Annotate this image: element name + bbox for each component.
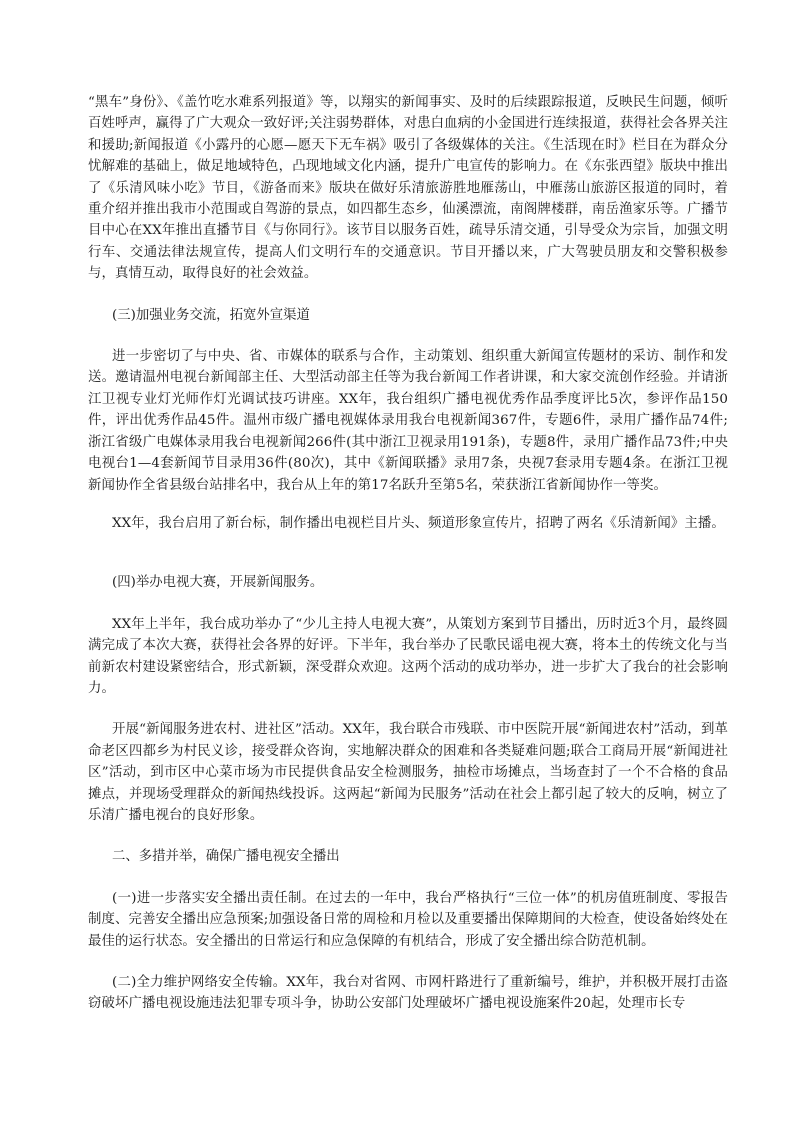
paragraph-news-service: 开展“新闻服务进农村、进社区”活动。XX年，我台联合市残联、市中医院开展“新闻进农村”活动，到革命老区四都乡为村民义诊，接受群众咨询，实地解决群众的困难和各类疑难问题;联合工商局开展“新闻进社区”活动，到市区中心菜市场为市民提供食品安全检测服务，抽检市场摊点，当场查封了一个不合格的食品摊点，并现场受理群众的新闻热线投诉。这两起“新闻为民服务”活动在社会上都引起了较大的反响，树立了乐清广播电视台的良好形象。: [88, 722, 728, 823]
document-page: [88, 92, 728, 1015]
paragraph-network-security: (二)全力维护网络安全传输。XX年，我台对省网、市网杆路进行了重新编号，维护，并积极开展打击盗窃破坏广播电视设施违法犯罪专项斗争，协助公安部门处理破坏广播电视设施案件20起，处理市长专: [88, 975, 728, 1012]
paragraph-exchange: 进一步密切了与中央、省、市媒体的联系与合作，主动策划、组织重大新闻宣传题材的采访、制作和发送。邀请温州电视台新闻部主任、大型活动部主任等为我台新闻工作者讲课，和大家交流创作经验。并请浙江卫视专业灯光师作灯光调试技巧讲座。XX年，我台组织广播电视优秀作品季度评比5次，参评作品150件，评出优秀作品45件。温州市级广播电视媒体录用我台电视新闻367件，专题6件，录用广播作品74件;浙江省级广电媒体录用我台电视新闻266件(其中浙江卫视录用191条)，专题8件，录用广播作品73件;中央电视台1—4套新闻节目录用36件(80次)，其中《新闻联播》录用7条，央视7套录用专题4条。在浙江卫视新闻协作全省县级台站排名中，我台从上年的第17名跃升至第5名，荣获浙江省新闻协作一等奖。: [88, 349, 728, 493]
paragraph-new-logo: XX年，我台启用了新台标，制作播出电视栏目片头、频道形象宣传片，招聘了两名《乐清新闻》主播。: [112, 515, 725, 531]
section-heading-exchange: (三)加强业务交流，拓宽外宣渠道: [112, 307, 310, 323]
paragraph-contest: XX年上半年，我台成功举办了“少儿主持人电视大赛”，从策划方案到节目播出，历时近3个月，最终圆满完成了本次大赛，获得社会各界的好评。下半年，我台举办了民歌民谣电视大赛，将本土的传统文化与当前新农村建设紧密结合，形式新颖，深受群众欢迎。这两个活动的成功举办，进一步扩大了我台的社会影响力。: [88, 616, 728, 696]
section-heading-contest: (四)举办电视大赛，开展新闻服务。: [112, 575, 324, 591]
section-heading-safety: 二、多措并举，确保广播电视安全播出: [112, 849, 340, 865]
paragraph-programs: “黑车”身份》、《盖竹吃水难系列报道》等，以翔实的新闻事实、及时的后续跟踪报道，反映民生问题，倾听百姓呼声，赢得了广大观众一致好评;关注弱势群体，对患白血病的小金国进行连续报道，获得社会各界关注和援助;新闻报道《小露丹的心愿—愿天下无车祸》吸引了各级媒体的关注。《生活现在时》栏目在为群众分忧解难的基础上，做足地域特色，凸现地域文化内涵，提升广电宣传的影响力。在《东张西望》版块中推出了《乐清风味小吃》节目，《游备而来》版块在做好乐清旅游胜地雁荡山，中雁荡山旅游区报道的同时，着重介绍并推出我市小范围或自驾游的景点，如四都生态乡，仙溪漂流，南阁牌楼群，南岳渔家乐等。广播节目中心在XX年推出直播节目《与你同行》。该节目以服务百姓，疏导乐清交通，引导受众为宗旨，加强文明行车、交通法律法规宣传，提高人们文明行车的交通意识。节目开播以来，广大驾驶员朋友和交警积极参与，真情互动，取得良好的社会效益。: [88, 95, 728, 282]
paragraph-safety-duty: (一)进一步落实安全播出责任制。在过去的一年中，我台严格执行“三位一体”的机房值班制度、零报告制度、完善安全播出应急预案;加强设备日常的周检和月检以及重要播出保障期间的大检查，使设备始终处在最佳的运行状态。安全播出的日常运行和应急保障的有机结合，形成了安全播出综合防范机制。: [88, 890, 728, 949]
